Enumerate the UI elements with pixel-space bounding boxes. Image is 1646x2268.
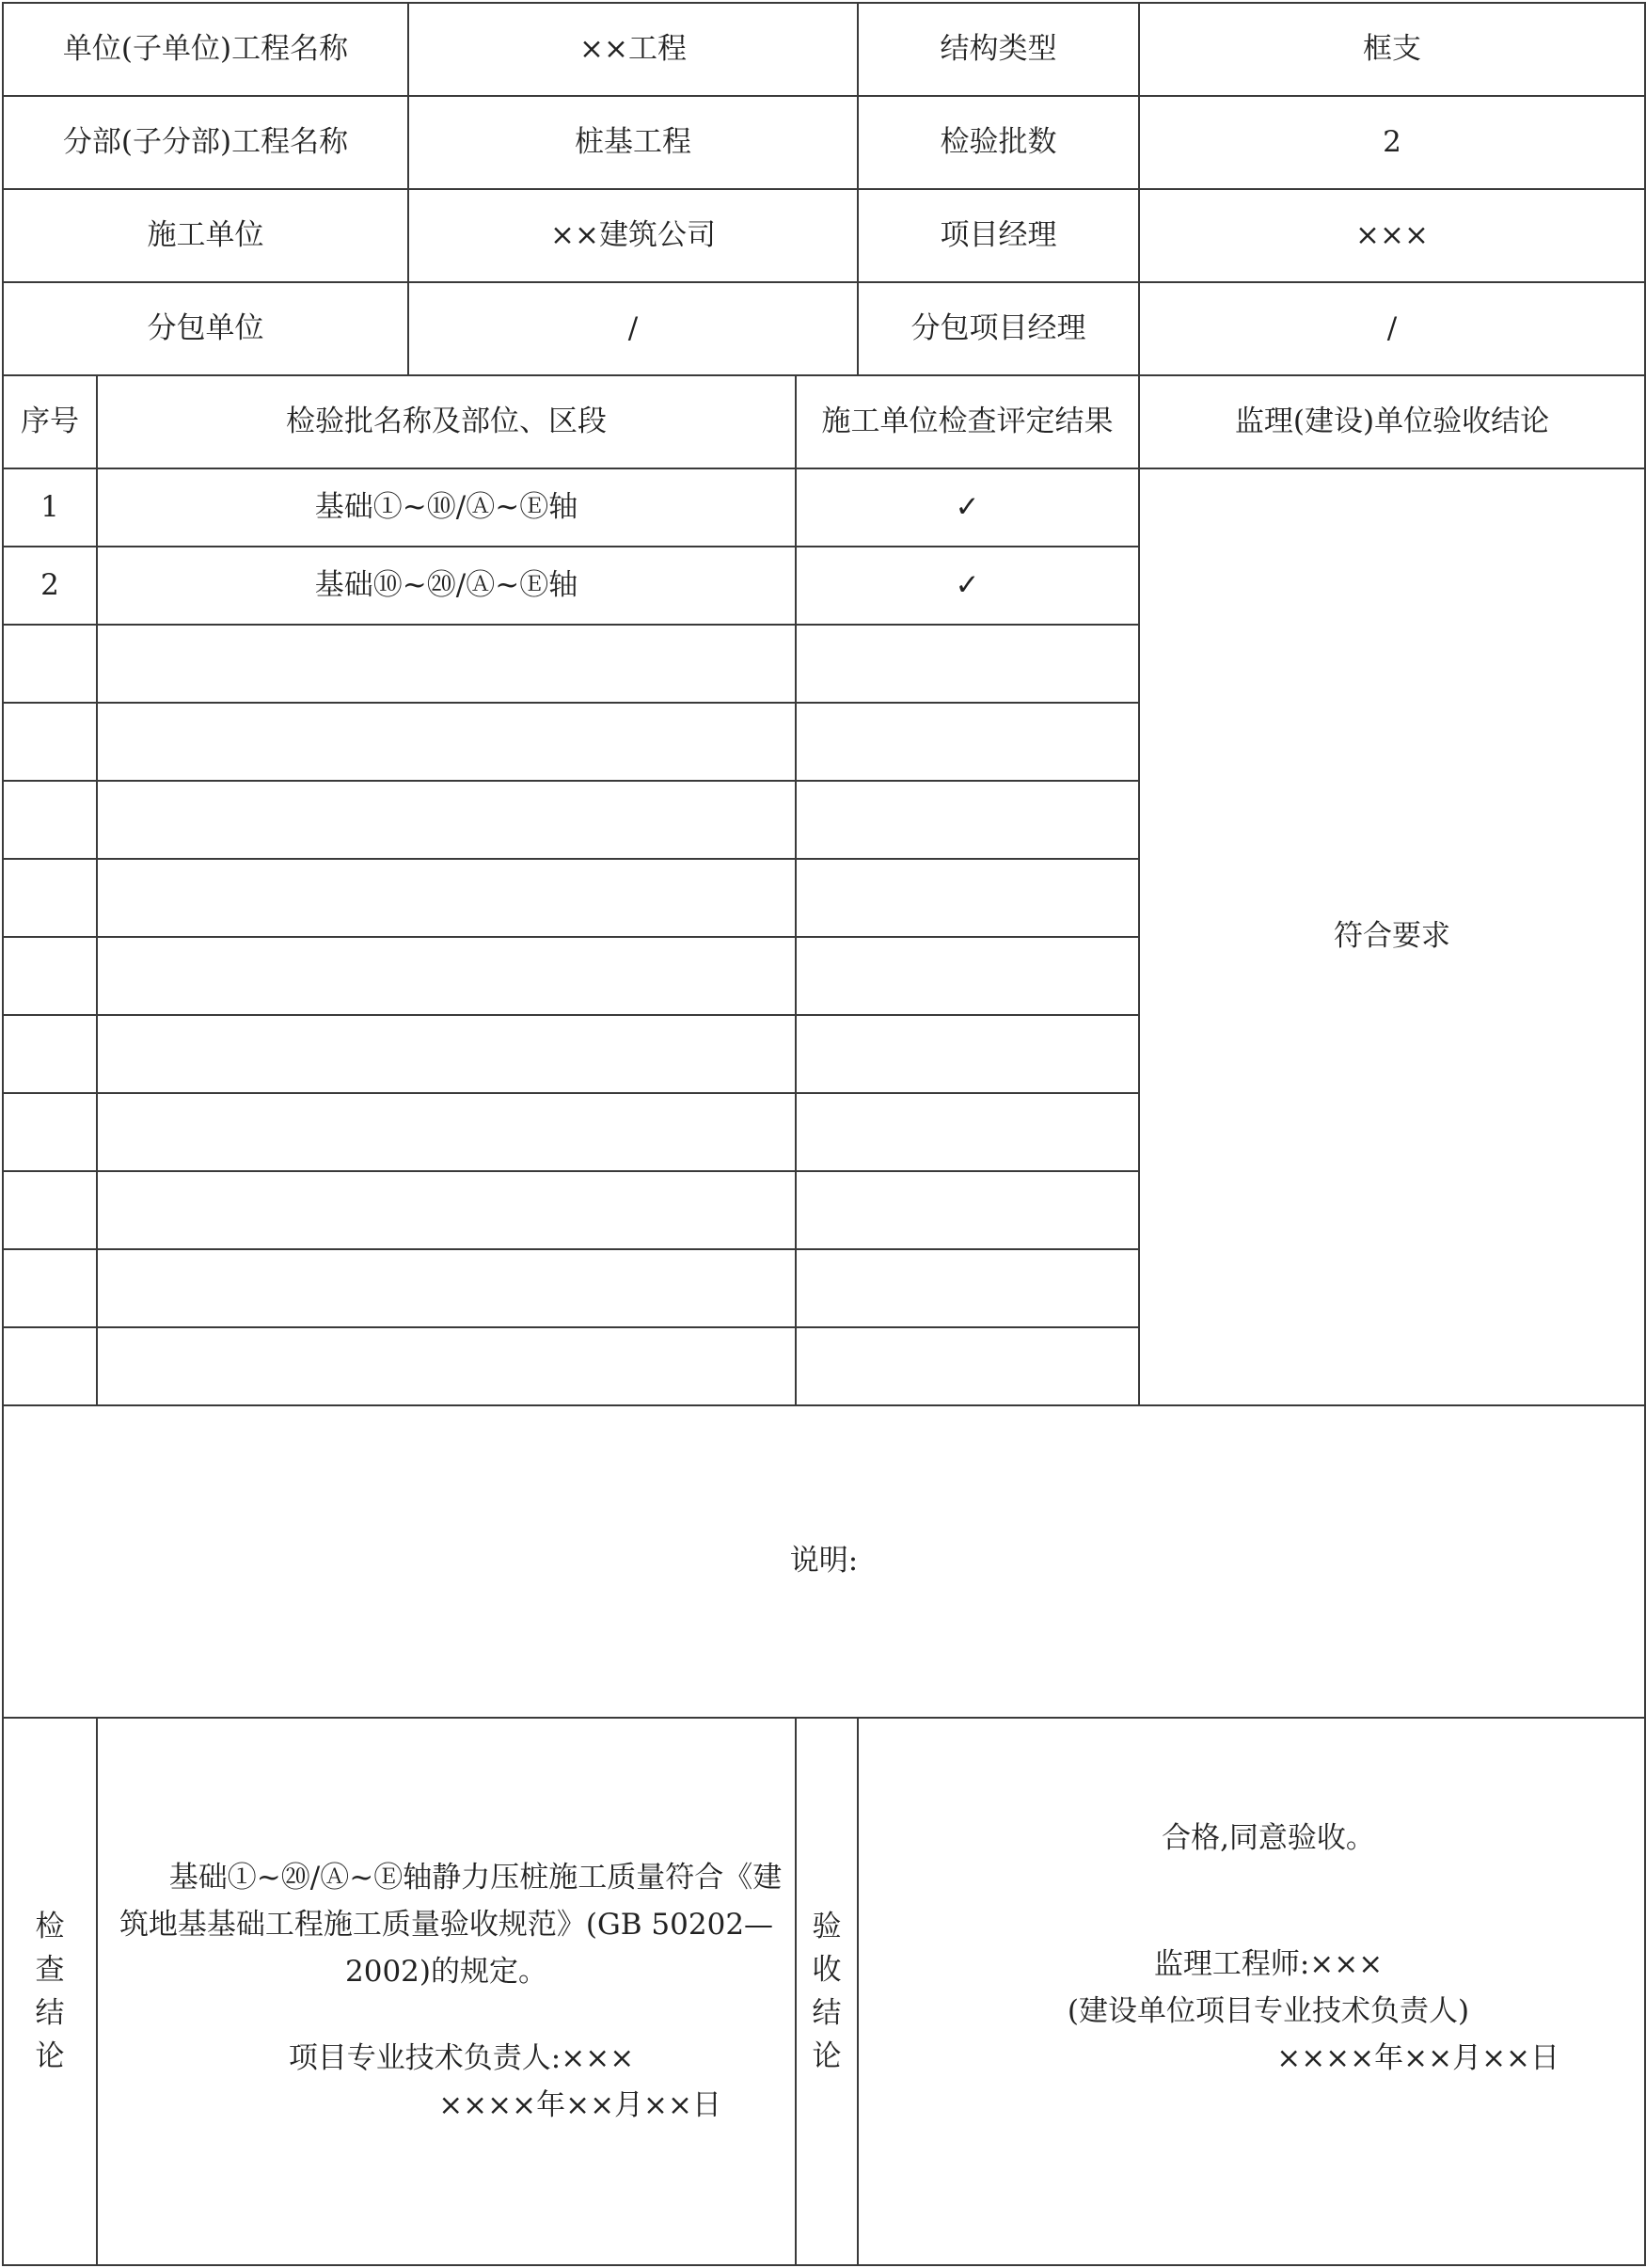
row-seq	[3, 625, 97, 703]
contractor-value: ××建筑公司	[408, 189, 858, 282]
row-seq	[3, 1171, 97, 1249]
subsection-value: 桩基工程	[408, 96, 858, 189]
row-seq	[3, 1249, 97, 1327]
acceptance-statement: 合格,同意验收。	[1162, 1821, 1375, 1855]
row-name	[97, 1249, 796, 1327]
row-name	[97, 703, 796, 781]
row-name	[97, 859, 796, 937]
row-result-check: ✓	[796, 547, 1139, 625]
supervisor-conclusion-value: 符合要求	[1139, 468, 1645, 1405]
row-result	[796, 703, 1139, 781]
row-result	[796, 1327, 1139, 1405]
row-name: 基础⑩~⑳/Ⓐ~Ⓔ轴	[97, 547, 796, 625]
col-header-name: 检验批名称及部位、区段	[97, 375, 796, 468]
col-header-seq: 序号	[3, 375, 97, 468]
row-result	[796, 937, 1139, 1015]
acceptance-conclusion-label	[796, 1718, 858, 2265]
structure-type-label: 结构类型	[858, 3, 1139, 96]
header-row	[3, 3, 1645, 96]
col-header-contractor-result: 施工单位检查评定结果	[796, 375, 1139, 468]
notes-row	[3, 1405, 1645, 1718]
row-result	[796, 1093, 1139, 1171]
row-seq	[3, 1093, 97, 1171]
acceptance-form-table	[2, 2, 1646, 2266]
project-manager-label: 项目经理	[858, 189, 1139, 282]
row-seq: 1	[3, 468, 97, 547]
project-manager-value: ×××	[1139, 189, 1645, 282]
header-row	[3, 96, 1645, 189]
notes-label: 说明:	[3, 1405, 1645, 1718]
row-seq	[3, 703, 97, 781]
table-row	[3, 468, 1645, 547]
row-result	[796, 859, 1139, 937]
row-name	[97, 625, 796, 703]
col-header-supervisor-conclusion: 监理(建设)单位验收结论	[1139, 375, 1645, 468]
batch-count-label: 检验批数	[858, 96, 1139, 189]
inspection-conclusion-content	[97, 1718, 796, 2265]
sub-manager-value: /	[1139, 282, 1645, 375]
subcontractor-label: 分包单位	[3, 282, 408, 375]
row-result	[796, 1171, 1139, 1249]
conclusion-row	[3, 1718, 1645, 2265]
row-seq: 2	[3, 547, 97, 625]
row-result	[796, 625, 1139, 703]
sub-manager-label: 分包项目经理	[858, 282, 1139, 375]
row-name	[97, 1327, 796, 1405]
acceptance-date: ××××年××月××日	[1276, 2041, 1560, 2075]
batch-table-header	[3, 375, 1645, 468]
row-name	[97, 781, 796, 859]
inspection-date: ××××年××月××日	[438, 2088, 721, 2122]
unit-project-label: 单位(子单位)工程名称	[3, 3, 408, 96]
acceptance-label-text: 验收结论	[812, 1910, 842, 2073]
row-seq	[3, 1015, 97, 1093]
acceptance-signer: 监理工程师:×××	[1153, 1947, 1384, 1981]
row-name	[97, 1171, 796, 1249]
header-row	[3, 189, 1645, 282]
inspection-signer: 项目专业技术负责人:×××	[288, 2041, 635, 2075]
acceptance-signer-note: (建设单位项目专业技术负责人)	[1067, 1994, 1470, 2028]
contractor-label: 施工单位	[3, 189, 408, 282]
inspection-conclusion-label	[3, 1718, 97, 2265]
row-name	[97, 937, 796, 1015]
row-seq	[3, 781, 97, 859]
row-result	[796, 1015, 1139, 1093]
inspection-label-text: 检查结论	[35, 1910, 65, 2073]
row-name: 基础①~⑩/Ⓐ~Ⓔ轴	[97, 468, 796, 547]
row-name	[97, 1093, 796, 1171]
row-seq	[3, 859, 97, 937]
row-seq	[3, 937, 97, 1015]
inspection-paragraph: 基础①~⑳/Ⓐ~Ⓔ轴静力压桩施工质量符合《建筑地基基础工程施工质量验收规范》(GB 50202—2002)的规定。	[119, 1861, 783, 1989]
batch-count-value: 2	[1139, 96, 1645, 189]
row-name	[97, 1015, 796, 1093]
row-seq	[3, 1327, 97, 1405]
unit-project-value: ××工程	[408, 3, 858, 96]
structure-type-value: 框支	[1139, 3, 1645, 96]
acceptance-conclusion-content	[858, 1718, 1645, 2265]
subcontractor-value: /	[408, 282, 858, 375]
row-result	[796, 781, 1139, 859]
subsection-label: 分部(子分部)工程名称	[3, 96, 408, 189]
row-result-check: ✓	[796, 468, 1139, 547]
row-result	[796, 1249, 1139, 1327]
header-row	[3, 282, 1645, 375]
